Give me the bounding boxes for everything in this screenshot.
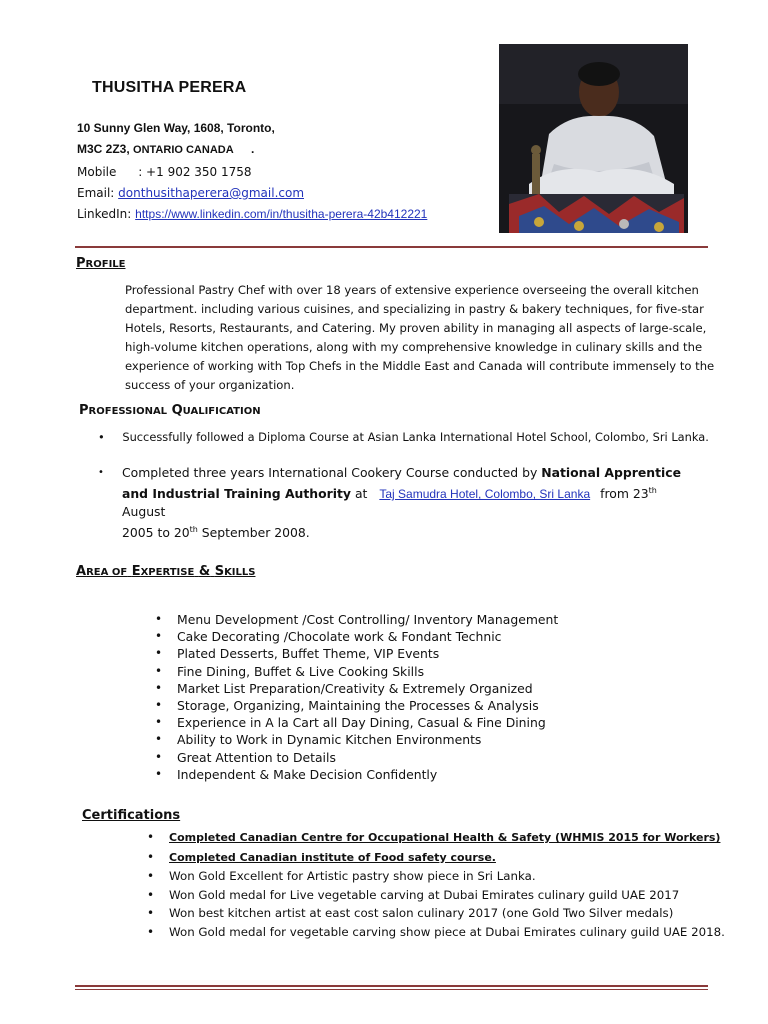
qualification-heading-p: P <box>79 403 89 418</box>
expertise-heading-e: E <box>131 564 141 579</box>
expertise-heading-s: S <box>214 564 225 579</box>
list-item <box>147 828 725 848</box>
list-item: • Won best kitchen artist at east cost salon culinary 2017 (one Gold Two Silver medals) <box>147 904 725 923</box>
qualification-item-2 <box>98 464 718 542</box>
list-item: • Storage, Organizing, Maintaining the Processes & Analysis <box>155 697 558 714</box>
candidate-name: THUSITHA PERERA <box>92 79 247 96</box>
bullet: • <box>98 467 104 478</box>
expertise-heading-kills: KILLS <box>224 567 256 578</box>
mobile-row <box>77 165 252 179</box>
expertise-heading-rea-of: REA OF <box>86 567 128 578</box>
qualification-item-2-august: August <box>122 504 166 520</box>
address-period: . <box>251 142 255 156</box>
qualification-item-2-at: at <box>354 486 368 502</box>
list-item: • Market List Preparation/Creativity & Extremely Organized <box>155 680 558 697</box>
list-item: • Plated Desserts, Buffet Theme, VIP Events <box>155 645 558 662</box>
province-country: ONTARIO CANADA <box>133 144 234 156</box>
skills-list <box>155 611 558 783</box>
linkedin-row <box>77 207 427 221</box>
certifications-heading: Certifications <box>82 808 181 823</box>
qualification-item-2-end: September 2008. <box>201 525 310 541</box>
qualification-heading-rofessional: ROFESSIONAL <box>88 406 168 417</box>
bullet: • <box>98 430 105 444</box>
qualification-item-2-from: from 23 <box>600 486 649 502</box>
profile-text: Professional Pastry Chef with over 18 years of extensive experience overseeing the overall kitchen department. including various cuisines, and specializing in pastry & bakery techniques, for five-star Hotels, Resorts, Restaurants, and Catering. My proven ability in managing all aspects of large-scale, high-volume kitchen operations, along with my comprehensive knowledge in culinary skills and the experience of working with Top Chefs in the Middle East and Canada will contribute immensely to the success of your organization. <box>125 283 715 392</box>
email-row <box>77 186 304 200</box>
expertise-heading-amp: & <box>198 564 211 579</box>
qualification-item-1 <box>98 430 709 444</box>
ordinal-suffix: th <box>648 486 657 495</box>
qualification-item-2-date: 2005 to 20 <box>122 525 190 541</box>
postal-code: M3C 2Z3, <box>77 142 130 156</box>
qualification-item-1-text: Successfully followed a Diploma Course at Asian Lanka International Hotel School, Colombo, Sri Lanka. <box>122 430 709 444</box>
mobile-label: Mobile <box>77 165 117 179</box>
qualification-heading-ualification: UALIFICATION <box>182 406 261 417</box>
profile-heading-initial: P <box>76 256 86 271</box>
qualification-heading-q: Q <box>171 403 183 418</box>
qualification-item-2-bold-1: National Apprentice <box>541 465 681 480</box>
list-item: • Independent & Make Decision Confidently <box>155 766 558 783</box>
profile-heading-rest: ROFILE <box>85 259 126 270</box>
list-item <box>147 848 725 868</box>
qualification-item-2-bold-2: and Industrial Training Authority <box>122 486 351 502</box>
footer-divider <box>75 985 708 987</box>
mobile-value: : +1 902 350 1758 <box>138 165 252 179</box>
list-item: • Great Attention to Details <box>155 749 558 766</box>
list-item: • Won Gold Excellent for Artistic pastry show piece in Sri Lanka. <box>147 867 725 886</box>
address-line-1: 10 Sunny Glen Way, 1608, Toronto, <box>77 121 275 135</box>
footer-divider-thin <box>75 989 708 990</box>
list-item: • Won Gold medal for Live vegetable carving at Dubai Emirates culinary guild UAE 2017 <box>147 886 725 905</box>
qualification-heading <box>79 403 261 418</box>
header-divider <box>75 246 708 248</box>
certification-text: Completed Canadian institute of Food safety course. <box>169 850 496 864</box>
chef-photo-illustration <box>499 44 688 233</box>
list-item: • Cake Decorating /Chocolate work & Fondant Technic <box>155 628 558 645</box>
qualification-item-2-text: Completed three years International Cookery Course conducted by <box>122 465 538 480</box>
list-item: • Fine Dining, Buffet & Live Cooking Skills <box>155 663 558 680</box>
expertise-heading-xpertise: XPERTISE <box>140 567 195 578</box>
expertise-heading <box>76 564 255 579</box>
email-link[interactable]: donthusithaperera@gmail.com <box>118 186 305 200</box>
list-item: • Experience in A la Cart all Day Dining, Casual & Fine Dining <box>155 714 558 731</box>
ordinal-suffix: th <box>189 525 198 535</box>
list-item: • Won Gold medal for vegetable carving show piece at Dubai Emirates culinary guild UAE 2018. <box>147 923 725 942</box>
linkedin-link[interactable]: https://www.linkedin.com/in/thusitha-perera-42b412221 <box>135 207 428 221</box>
address-line-2 <box>77 142 254 156</box>
certification-text: Completed Canadian Centre for Occupational Health & Safety (WHMIS 2015 for Workers) <box>169 831 721 844</box>
taj-samudra-link[interactable]: Taj Samudra Hotel, Colombo, Sri Lanka <box>379 487 591 502</box>
certifications-list <box>147 828 725 942</box>
email-label: Email: <box>77 186 115 200</box>
list-item: • Menu Development /Cost Controlling/ Inventory Management <box>155 611 558 628</box>
list-item: • Ability to Work in Dynamic Kitchen Environments <box>155 731 558 748</box>
profile-photo <box>499 44 688 233</box>
expertise-heading-a: A <box>76 564 87 579</box>
profile-heading <box>76 256 126 271</box>
linkedin-label: LinkedIn: <box>77 207 132 221</box>
